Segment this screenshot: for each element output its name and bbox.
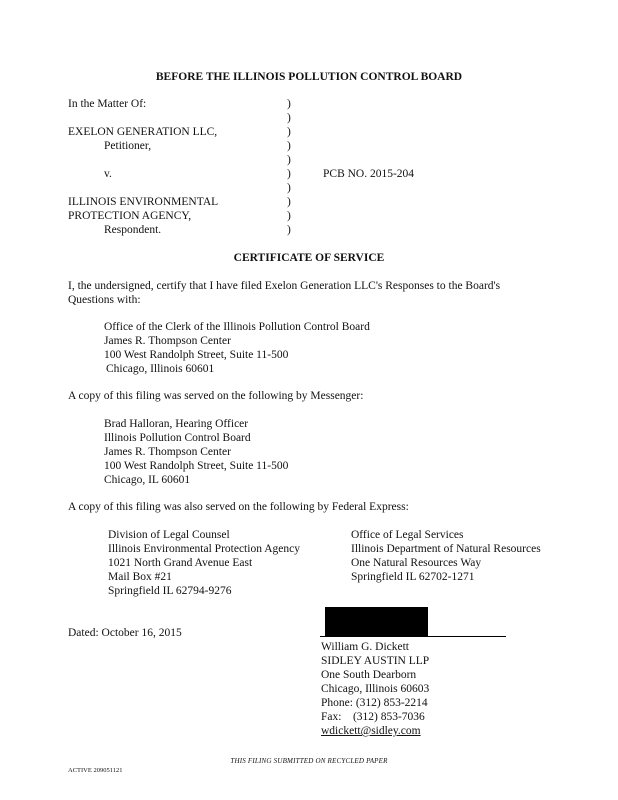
- fedex-intro: A copy of this filing was also served on the following by Federal Express:: [68, 501, 409, 513]
- respondent-name-line2: PROTECTION AGENCY,: [68, 210, 192, 222]
- messenger-address-line: James R. Thompson Center: [104, 446, 231, 458]
- caption-paren: ): [287, 182, 291, 194]
- caption-paren: ): [287, 224, 291, 236]
- recycled-paper-note: THIS FILING SUBMITTED ON RECYCLED PAPER: [230, 757, 388, 765]
- clerk-address-line: Office of the Clerk of the Illinois Pollution Control Board: [104, 321, 370, 333]
- certificate-intro-line1: I, the undersigned, certify that I have filed Exelon Generation LLC's Responses to the Board's: [68, 280, 501, 292]
- caption-paren: ): [287, 140, 291, 152]
- signature-block-line: William G. Dickett: [321, 641, 410, 653]
- fedex-left-address-line: Division of Legal Counsel: [108, 529, 230, 541]
- caption-paren: ): [287, 126, 291, 138]
- fedex-left-address-line: Illinois Environmental Protection Agency: [108, 543, 300, 555]
- clerk-address-line: James R. Thompson Center: [104, 335, 231, 347]
- signature-line: [320, 636, 506, 637]
- fedex-left-address-line: Mail Box #21: [108, 571, 172, 583]
- signature-block-line: Fax: (312) 853-7036: [321, 711, 425, 723]
- caption-paren: ): [287, 154, 291, 166]
- caption-paren: ): [287, 196, 291, 208]
- fedex-right-address-line: Springfield IL 62702-1271: [351, 571, 475, 583]
- respondent-role: Respondent.: [104, 224, 162, 236]
- document-title: BEFORE THE ILLINOIS POLLUTION CONTROL BOARD: [155, 71, 463, 83]
- case-number: PCB NO. 2015-204: [323, 168, 415, 180]
- messenger-address-line: Brad Halloran, Hearing Officer: [104, 418, 249, 430]
- fedex-right-address-line: Office of Legal Services: [351, 529, 464, 541]
- messenger-intro: A copy of this filing was served on the following by Messenger:: [68, 390, 364, 402]
- signature-block-line: Phone: (312) 853-2214: [321, 697, 428, 709]
- messenger-address-line: 100 West Randolph Street, Suite 11-500: [104, 460, 289, 472]
- messenger-address-line: Illinois Pollution Control Board: [104, 432, 251, 444]
- fedex-left-address-line: Springfield IL 62794-9276: [108, 585, 232, 597]
- messenger-address-line: Chicago, IL 60601: [104, 474, 191, 486]
- caption-paren: ): [287, 98, 291, 110]
- caption-paren: ): [287, 112, 291, 124]
- clerk-address-line: Chicago, Illinois 60601: [106, 363, 215, 375]
- clerk-address-line: 100 West Randolph Street, Suite 11-500: [104, 349, 289, 361]
- dated-line: Dated: October 16, 2015: [68, 627, 182, 639]
- respondent-name-line1: ILLINOIS ENVIRONMENTAL: [68, 196, 219, 208]
- certificate-intro-line2: Questions with:: [68, 294, 141, 306]
- signature-block-line: Chicago, Illinois 60603: [321, 683, 430, 695]
- fedex-left-address-line: 1021 North Grand Avenue East: [108, 557, 253, 569]
- signature-block-line: SIDLEY AUSTIN LLP: [321, 655, 430, 667]
- caption-paren: ): [287, 168, 291, 180]
- caption-paren: ): [287, 210, 291, 222]
- certificate-heading: CERTIFICATE OF SERVICE: [233, 252, 385, 264]
- petitioner-role: Petitioner,: [104, 140, 152, 152]
- document-id: ACTIVE 209051121: [68, 767, 123, 774]
- petitioner-name: EXELON GENERATION LLC,: [68, 126, 218, 138]
- signature-block-line: One South Dearborn: [321, 669, 417, 681]
- in-the-matter-label: In the Matter Of:: [68, 98, 147, 110]
- email-link[interactable]: wdickett@sidley.com: [321, 725, 421, 737]
- fedex-right-address-line: One Natural Resources Way: [351, 557, 482, 569]
- redacted-signature: [325, 607, 428, 636]
- fedex-right-address-line: Illinois Department of Natural Resources: [351, 543, 541, 555]
- versus-label: v.: [104, 168, 112, 180]
